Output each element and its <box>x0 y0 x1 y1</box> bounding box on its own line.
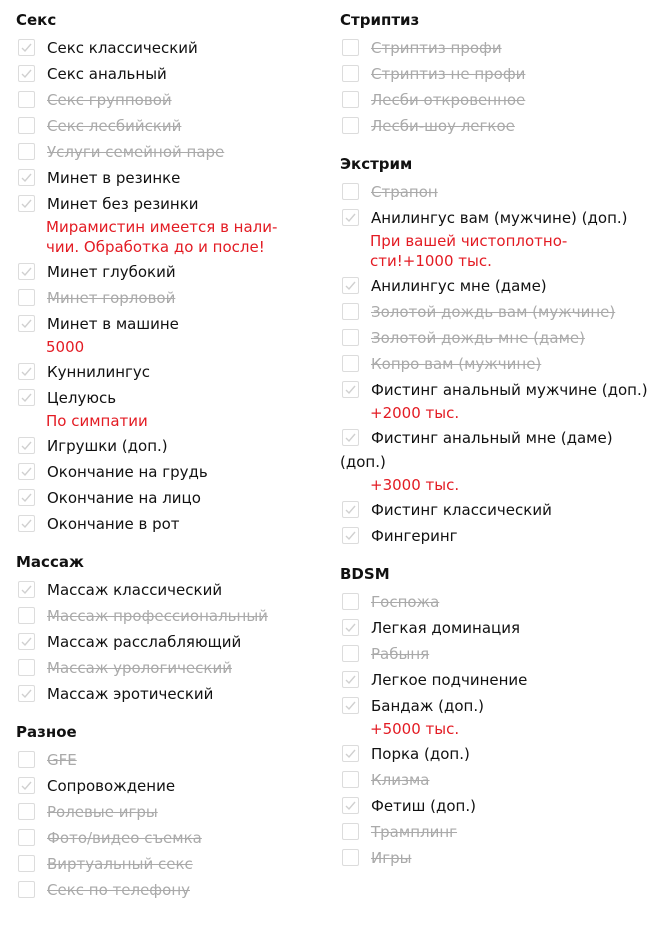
service-item <box>340 667 650 693</box>
checkbox-checked[interactable] <box>18 263 35 280</box>
service-item <box>16 851 326 877</box>
checkbox-unchecked[interactable] <box>342 771 359 788</box>
service-item <box>340 351 650 377</box>
service-label: Трамплинг <box>371 823 458 841</box>
service-label: Рабыня <box>371 645 430 663</box>
checkbox-checked[interactable] <box>342 277 359 294</box>
service-item <box>340 377 650 403</box>
service-label: Массаж расслабляющий <box>47 633 242 651</box>
checkbox-checked[interactable] <box>342 745 359 762</box>
checkbox-unchecked[interactable] <box>18 143 35 160</box>
service-item <box>340 497 650 523</box>
service-item <box>16 577 326 603</box>
checkmark-icon <box>20 635 33 648</box>
service-item <box>16 629 326 655</box>
checkmark-icon <box>20 67 33 80</box>
checkbox-unchecked[interactable] <box>342 183 359 200</box>
service-label: Легкая доминация <box>371 619 521 637</box>
service-label: Фистинг анальный мужчине (доп.) <box>371 381 648 399</box>
service-label: Бандаж (доп.) <box>371 697 484 715</box>
service-item <box>16 191 326 217</box>
service-item <box>16 433 326 459</box>
checkmark-icon <box>20 491 33 504</box>
service-item <box>16 877 326 903</box>
service-item <box>340 589 650 615</box>
checkbox-checked[interactable] <box>342 619 359 636</box>
service-item <box>16 61 326 87</box>
checkmark-icon <box>20 41 33 54</box>
service-label: Фистинг анальный мне (даме) (доп.) <box>340 429 613 471</box>
checkmark-icon <box>344 529 357 542</box>
checkbox-checked[interactable] <box>342 381 359 398</box>
service-item <box>16 459 326 485</box>
services-column-right <box>340 8 650 884</box>
service-item <box>16 259 326 285</box>
service-label: Копро вам (мужчине) <box>371 355 542 373</box>
checkbox-unchecked[interactable] <box>342 39 359 56</box>
checkbox-checked[interactable] <box>18 685 35 702</box>
section-heading: Экстрим <box>340 155 413 173</box>
section-heading: Разное <box>16 723 77 741</box>
service-item <box>340 523 650 549</box>
service-label: Фистинг классический <box>371 501 552 519</box>
service-item <box>340 425 650 475</box>
service-label: Клизма <box>371 771 430 789</box>
service-item <box>340 845 650 871</box>
checkmark-icon <box>344 211 357 224</box>
checkbox-unchecked[interactable] <box>18 117 35 134</box>
checkbox-checked[interactable] <box>18 489 35 506</box>
service-item <box>16 285 326 311</box>
service-label: Целуюсь <box>47 389 117 407</box>
checkmark-icon <box>344 431 357 444</box>
service-label: Секс по телефону <box>47 881 190 899</box>
section-массаж <box>16 550 326 707</box>
service-label: Легкое подчинение <box>371 671 528 689</box>
checkbox-checked[interactable] <box>342 429 359 446</box>
checkmark-icon <box>344 383 357 396</box>
service-item <box>340 641 650 667</box>
checkbox-checked[interactable] <box>342 697 359 714</box>
service-label: Фото/видео съемка <box>47 829 202 847</box>
section-разное <box>16 720 326 903</box>
checkbox-checked[interactable] <box>18 389 35 406</box>
service-item <box>16 35 326 61</box>
checkmark-icon <box>344 621 357 634</box>
service-item <box>16 747 326 773</box>
service-label: Массаж профессиональный <box>47 607 268 625</box>
service-label: Порка (доп.) <box>371 745 470 763</box>
service-label: Минет горловой <box>47 289 176 307</box>
service-label: Сопровождение <box>47 777 176 795</box>
checkmark-icon <box>20 265 33 278</box>
checkmark-icon <box>20 465 33 478</box>
service-item <box>16 799 326 825</box>
service-label: Лесби-шоу легкое <box>371 117 515 135</box>
checkbox-unchecked[interactable] <box>342 355 359 372</box>
section-heading: BDSM <box>340 565 390 583</box>
checkmark-icon <box>20 779 33 792</box>
service-item <box>340 61 650 87</box>
section-стриптиз <box>340 8 650 139</box>
checkbox-checked[interactable] <box>342 671 359 688</box>
service-label: Фингеринг <box>371 527 458 545</box>
section-heading: Массаж <box>16 553 84 571</box>
checkmark-icon <box>20 317 33 330</box>
service-label: Секс классический <box>47 39 198 57</box>
service-label: Услуги семейной паре <box>47 143 225 161</box>
checkmark-icon <box>20 365 33 378</box>
checkbox-checked[interactable] <box>18 437 35 454</box>
service-item <box>16 485 326 511</box>
checkbox-checked[interactable] <box>18 463 35 480</box>
service-note: При вашей чистоплотно-сти!+1000 тыс. <box>370 232 568 270</box>
service-label: Секс анальный <box>47 65 167 83</box>
checkbox-unchecked[interactable] <box>18 607 35 624</box>
checkbox-checked[interactable] <box>18 581 35 598</box>
service-item <box>16 113 326 139</box>
service-item <box>340 741 650 767</box>
checkmark-icon <box>344 699 357 712</box>
checkbox-unchecked[interactable] <box>342 823 359 840</box>
service-label: Массаж урологический <box>47 659 232 677</box>
checkbox-unchecked[interactable] <box>18 659 35 676</box>
service-label: Окончание в рот <box>47 515 180 533</box>
service-label: Секс групповой <box>47 91 172 109</box>
service-label: Минет в машине <box>47 315 179 333</box>
checkmark-icon <box>20 197 33 210</box>
service-item <box>16 139 326 165</box>
service-label: Ролевые игры <box>47 803 158 821</box>
service-item <box>16 681 326 707</box>
service-item <box>340 819 650 845</box>
service-label: Минет в резинке <box>47 169 181 187</box>
checkbox-unchecked[interactable] <box>342 645 359 662</box>
checkbox-checked[interactable] <box>342 209 359 226</box>
checkbox-checked[interactable] <box>342 797 359 814</box>
service-label: Окончание на грудь <box>47 463 208 481</box>
service-note: По симпатии <box>46 412 148 430</box>
checkmark-icon <box>344 747 357 760</box>
checkbox-checked[interactable] <box>18 515 35 532</box>
service-label: Анилингус вам (мужчине) (доп.) <box>371 209 628 227</box>
checkmark-icon <box>20 687 33 700</box>
service-item <box>16 773 326 799</box>
checkmark-icon <box>20 583 33 596</box>
section-секс <box>16 8 326 537</box>
service-item <box>340 793 650 819</box>
service-item <box>340 693 650 719</box>
service-label: Минет глубокий <box>47 263 176 281</box>
checkbox-unchecked[interactable] <box>18 855 35 872</box>
service-item <box>340 767 650 793</box>
service-label: Виртуальный секс <box>47 855 193 873</box>
service-label: Стриптиз профи <box>371 39 502 57</box>
service-item <box>340 179 650 205</box>
service-item <box>340 325 650 351</box>
service-note: 5000 <box>46 338 85 356</box>
checkbox-unchecked[interactable] <box>18 881 35 898</box>
services-column-left <box>16 8 326 916</box>
service-item <box>16 87 326 113</box>
checkmark-icon <box>344 799 357 812</box>
service-item <box>16 385 326 411</box>
section-bdsm <box>340 562 650 871</box>
service-label: Анилингус мне (даме) <box>371 277 547 295</box>
checkbox-unchecked[interactable] <box>342 303 359 320</box>
checkbox-checked[interactable] <box>18 633 35 650</box>
checkbox-checked[interactable] <box>18 169 35 186</box>
checkmark-icon <box>20 391 33 404</box>
checkbox-unchecked[interactable] <box>18 91 35 108</box>
checkbox-unchecked[interactable] <box>342 849 359 866</box>
checkbox-checked[interactable] <box>342 527 359 544</box>
service-label: GFE <box>47 751 77 769</box>
checkbox-unchecked[interactable] <box>18 289 35 306</box>
checkmark-icon <box>344 673 357 686</box>
service-item <box>340 113 650 139</box>
service-item <box>16 603 326 629</box>
checkbox-checked[interactable] <box>18 363 35 380</box>
checkmark-icon <box>344 503 357 516</box>
service-label: Фетиш (доп.) <box>371 797 476 815</box>
checkbox-unchecked[interactable] <box>18 803 35 820</box>
service-item <box>16 311 326 337</box>
checkbox-unchecked[interactable] <box>342 117 359 134</box>
service-item <box>340 35 650 61</box>
service-label: Золотой дождь мне (даме) <box>371 329 585 347</box>
service-item <box>16 359 326 385</box>
checkbox-checked[interactable] <box>342 501 359 518</box>
service-item <box>340 615 650 641</box>
service-label: Окончание на лицо <box>47 489 201 507</box>
service-item <box>340 87 650 113</box>
service-label: Куннилингус <box>47 363 151 381</box>
section-экстрим <box>340 152 650 549</box>
checkbox-checked[interactable] <box>18 65 35 82</box>
checkbox-unchecked[interactable] <box>18 751 35 768</box>
service-note: Мирамистин имеется в нали-чии. Обработка до и после! <box>46 218 278 256</box>
service-label: Игрушки (доп.) <box>47 437 168 455</box>
service-item <box>16 655 326 681</box>
service-note: +3000 тыс. <box>370 476 460 494</box>
checkbox-unchecked[interactable] <box>342 329 359 346</box>
checkbox-unchecked[interactable] <box>342 91 359 108</box>
checkbox-checked[interactable] <box>18 315 35 332</box>
service-note: +2000 тыс. <box>370 404 460 422</box>
service-label: Игры <box>371 849 412 867</box>
service-label: Секс лесбийский <box>47 117 182 135</box>
service-item <box>16 165 326 191</box>
service-item <box>340 273 650 299</box>
checkbox-unchecked[interactable] <box>342 593 359 610</box>
service-item <box>16 511 326 537</box>
checkmark-icon <box>344 279 357 292</box>
service-label: Стриптиз не профи <box>371 65 526 83</box>
checkbox-unchecked[interactable] <box>18 829 35 846</box>
service-label: Госпожа <box>371 593 440 611</box>
section-heading: Стриптиз <box>340 11 420 29</box>
service-label: Минет без резинки <box>47 195 199 213</box>
service-item <box>16 825 326 851</box>
service-label: Лесби откровенное <box>371 91 526 109</box>
checkbox-checked[interactable] <box>18 195 35 212</box>
service-item <box>340 299 650 325</box>
service-label: Массаж классический <box>47 581 223 599</box>
checkbox-checked[interactable] <box>18 39 35 56</box>
checkmark-icon <box>20 171 33 184</box>
service-label: Золотой дождь вам (мужчине) <box>371 303 616 321</box>
service-item <box>340 205 650 231</box>
section-heading: Секс <box>16 11 57 29</box>
checkmark-icon <box>20 439 33 452</box>
service-label: Страпон <box>371 183 438 201</box>
checkmark-icon <box>20 517 33 530</box>
checkbox-unchecked[interactable] <box>342 65 359 82</box>
service-label: Массаж эротический <box>47 685 214 703</box>
checkbox-checked[interactable] <box>18 777 35 794</box>
service-note: +5000 тыс. <box>370 720 460 738</box>
